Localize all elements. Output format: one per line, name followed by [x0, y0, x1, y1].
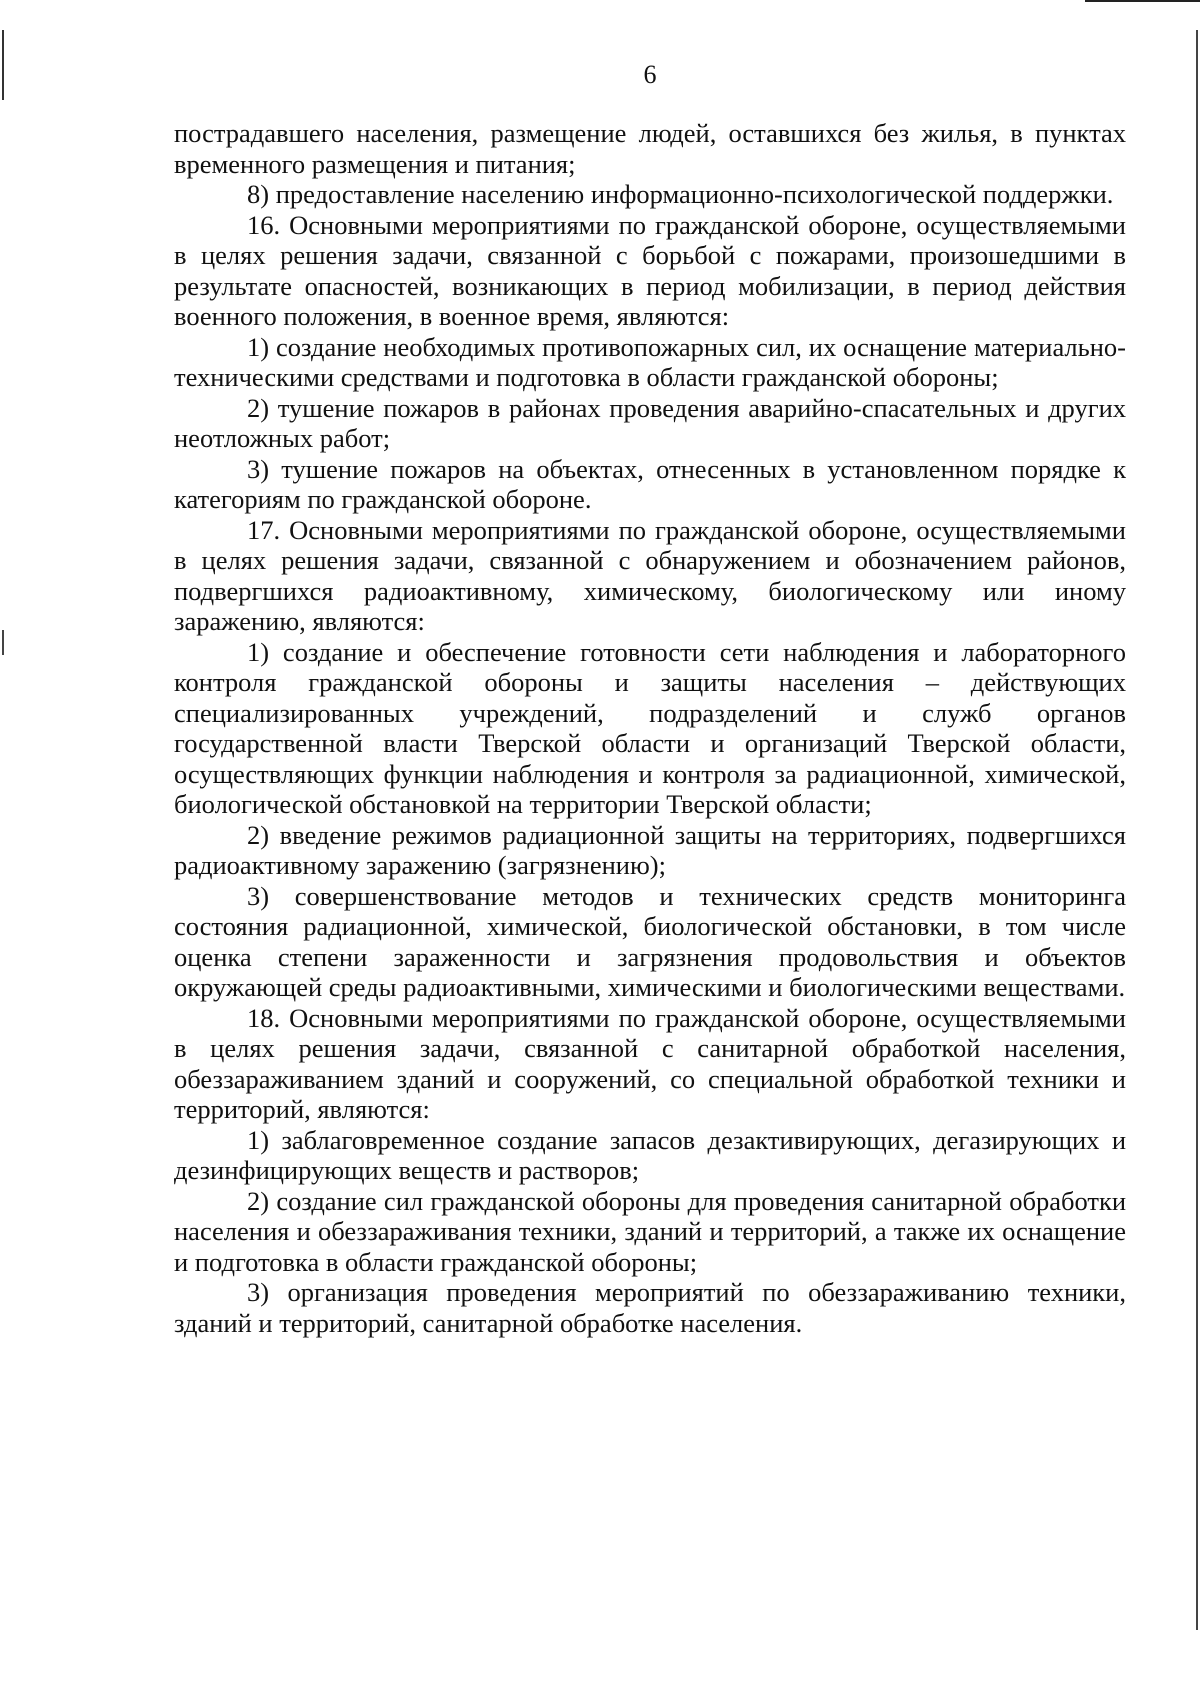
- scan-edge-line: [1196, 30, 1198, 1630]
- scan-edge-line: [2, 630, 4, 655]
- paragraph: 1) создание и обеспечение готовности сети наблюдения и лабораторного контроля гражданской обороны и защиты населения – действующих специализированных учреждений, подразделений и служб органов государственной власти Тверской области и организаций Тверской области, осуществляющих функции наблюдения и контроля за радиационной, химической, биологической обстановкой на территории Тверской области;: [174, 636, 1126, 819]
- paragraph: 2) введение режимов радиационной защиты на территориях, подвергшихся радиоактивному заражению (загрязнению);: [174, 819, 1126, 880]
- document-body: [174, 118, 1126, 1338]
- scan-edge-line: [1085, 0, 1200, 2]
- paragraph: 1) создание необходимых противопожарных сил, их оснащение материально-техническими средствами и подготовка в области гражданской обороны;: [174, 331, 1126, 392]
- paragraph: 3) совершенствование методов и технических средств мониторинга состояния радиационной, химической, биологической обстановки, в том числе оценка степени зараженности и загрязнения продовольствия и объектов окружающей среды радиоактивными, химическими и биологическими веществами.: [174, 880, 1126, 1002]
- paragraph: 17. Основными мероприятиями по гражданской обороне, осуществляемыми в целях решения задачи, связанной с обнаружением и обозначением районов, подвергшихся радиоактивному, химическому, биологическому или иному заражению, являются:: [174, 514, 1126, 636]
- paragraph: 8) предоставление населению информационно-психологической поддержки.: [247, 179, 1114, 209]
- paragraph: 2) создание сил гражданской обороны для проведения санитарной обработки населения и обеззараживания техники, зданий и территорий, а также их оснащение и подготовка в области гражданской обороны;: [174, 1185, 1126, 1277]
- paragraph: 1) заблаговременное создание запасов дезактивирующих, дегазирующих и дезинфицирующих веществ и растворов;: [174, 1124, 1126, 1185]
- paragraph: 2) тушение пожаров в районах проведения аварийно-спасательных и других неотложных работ;: [174, 392, 1126, 453]
- paragraph: пострадавшего населения, размещение людей, оставшихся без жилья, в пунктах временного размещения и питания;: [174, 118, 1126, 179]
- paragraph: 3) организация проведения мероприятий по обеззараживанию техники, зданий и территорий, санитарной обработке населения.: [174, 1277, 1126, 1338]
- paragraph: 3) тушение пожаров на объектах, отнесенных в установленном порядке к категориям по гражданской обороне.: [174, 453, 1126, 514]
- paragraph: 16. Основными мероприятиями по гражданской обороне, осуществляемыми в целях решения задачи, связанной с борьбой с пожарами, произошедшими в результате опасностей, возникающих в период мобилизации, в период действия военного положения, в военное время, являются:: [174, 209, 1126, 331]
- paragraph: 18. Основными мероприятиями по гражданской обороне, осуществляемыми в целях решения задачи, связанной с санитарной обработкой населения, обеззараживанием зданий и сооружений, со специальной обработкой техники и территорий, являются:: [174, 1002, 1126, 1124]
- page-number: 6: [643, 60, 657, 89]
